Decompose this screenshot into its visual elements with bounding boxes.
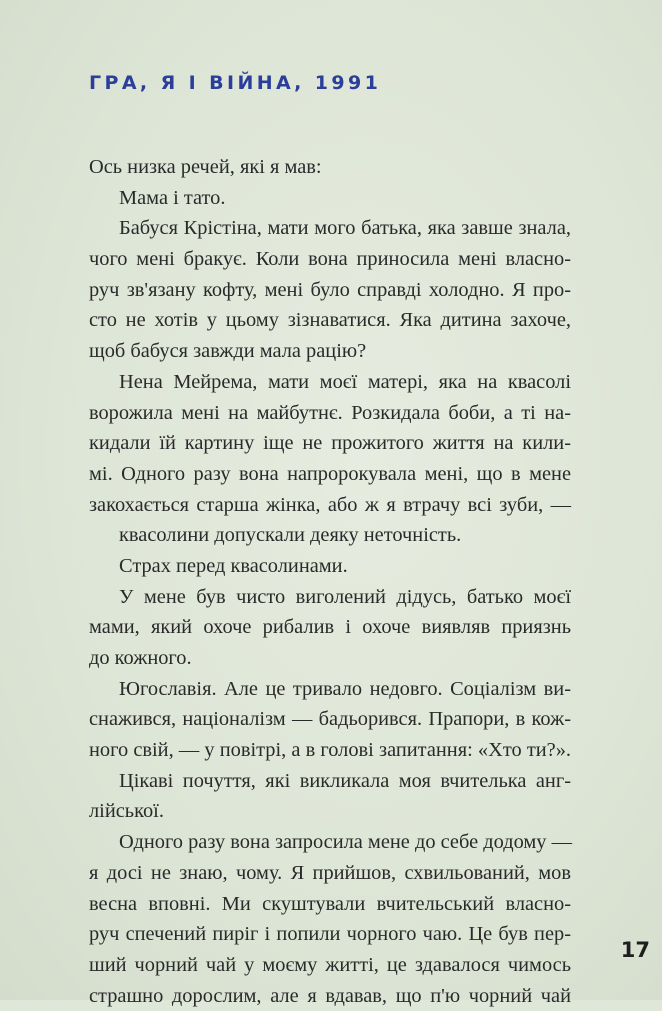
text-line: сто не хотів у цьому зізнаватися. Яка дитина захоче, (89, 309, 571, 332)
text-line: Нена Мейрема, мати моєї матері, яка на квасолі (119, 370, 571, 393)
text-line: закохається старша жінка, або ж я втрачу всі зуби, — (89, 493, 571, 516)
text-line: квасолини допускали деяку неточність. (119, 524, 462, 547)
text-line: мами, який охоче рибалив і охоче виявляв приязнь (89, 616, 571, 639)
page-number: 17 (620, 938, 650, 962)
text-line: я досі не знаю, чому. Я прийшов, схвильований, мов (89, 861, 571, 884)
text-line: до кожного. (89, 647, 192, 669)
text-line: руч спечений пиріг і попили чорного чаю. Це був пер- (89, 923, 571, 946)
text-line: чого мені бракує. Коли вона приносила мені власно- (89, 248, 571, 271)
chapter-title: ГРА, Я І ВІЙНА, 1991 (89, 72, 382, 94)
text-line: У мене був чисто виголений дідусь, батько моєї (119, 585, 571, 608)
text-line: ного свій, — у повітрі, а в голові запитання: «Хто ти?». (89, 739, 571, 762)
text-line: снажився, націоналізм — бадьорився. Прапори, в кож- (89, 708, 571, 731)
text-line: Мама і тато. (119, 186, 226, 209)
text-line: Цікаві почуття, які викликала моя вчителька анг- (119, 769, 571, 792)
text-line: весна вповні. Ми скуштували вчительський власно- (89, 892, 571, 915)
body-text (89, 152, 571, 1011)
text-line: Югославія. Але це тривало недовго. Соціалізм ви- (119, 677, 571, 700)
text-line: мі. Одного разу вона напророкувала мені, що в мене (89, 462, 571, 485)
text-line: Одного разу вона запросила мене до себе додому — (119, 831, 572, 854)
text-line: щоб бабуся завжди мала рацію? (89, 340, 367, 363)
text-line: Ось низка речей, які я мав: (89, 156, 322, 178)
text-line: Бабуся Крістіна, мати мого батька, яка завше знала, (119, 217, 571, 240)
text-line: ший чорний чай у моєму житті, це здавалося чимось (89, 953, 571, 976)
text-line: Страх перед квасолинами. (119, 554, 348, 577)
text-line: руч зв'язану кофту, мені було справді холодно. Я про- (89, 278, 571, 301)
text-line: кидали їй картину іще не прожитого життя на кили- (89, 432, 571, 455)
text-line: ворожила мені на майбутнє. Розкидала боби, а ті на- (89, 401, 571, 424)
text-line: страшно дорослим, але я вдавав, що п'ю чорний чай (89, 984, 571, 1007)
text-line: лійської. (89, 800, 164, 823)
